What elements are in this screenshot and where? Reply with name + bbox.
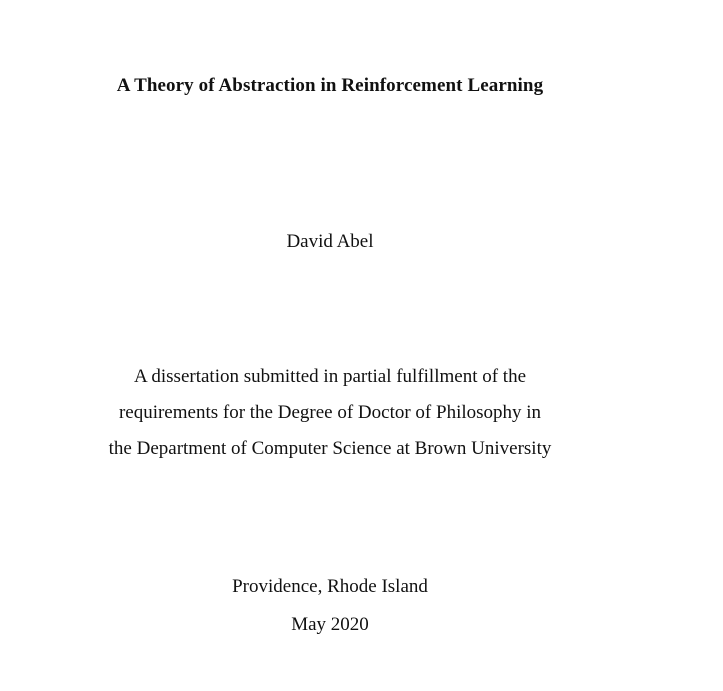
statement-line-1: A dissertation submitted in partial fulfillment of the (133, 366, 527, 387)
author-name: David Abel (286, 231, 374, 252)
statement-line-3: the Department of Computer Science at Brown University (108, 438, 552, 459)
submission-place: Providence, Rhode Island (232, 576, 428, 597)
statement-line-2: requirements for the Degree of Doctor of Philosophy in (118, 402, 542, 423)
dissertation-title: A Theory of Abstraction in Reinforcement Learning (116, 75, 544, 96)
submission-date: May 2020 (291, 614, 369, 635)
